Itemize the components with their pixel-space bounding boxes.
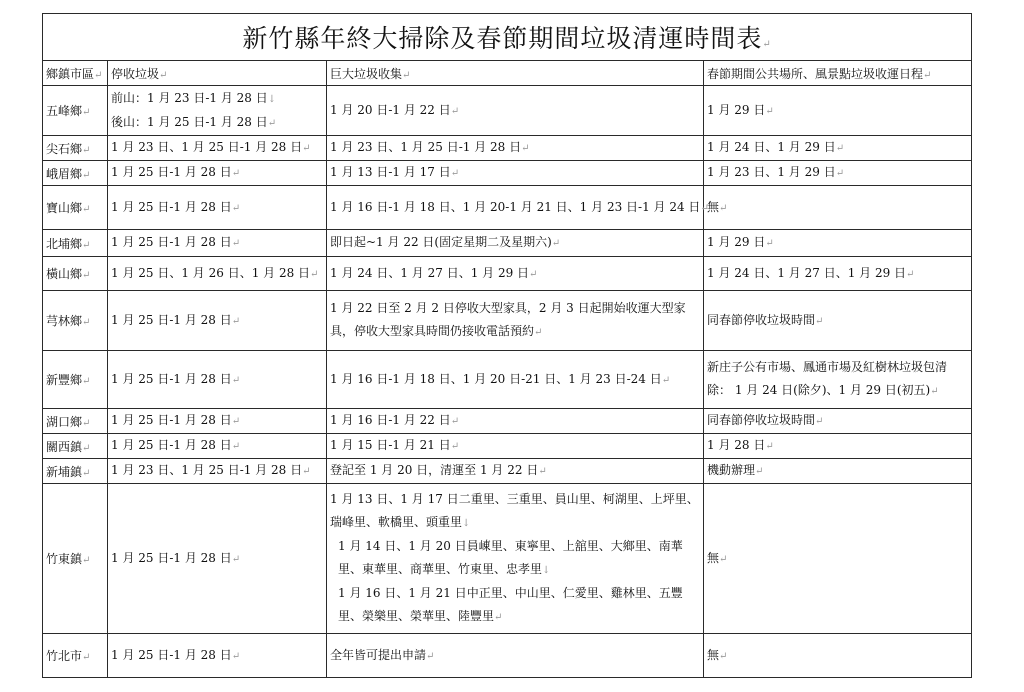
stop-collection-cell	[108, 484, 327, 634]
bulky-collection-cell	[327, 634, 704, 678]
cell-line	[330, 262, 700, 286]
paragraph-mark: ↵	[82, 144, 91, 156]
bulky-collection-cell	[327, 136, 704, 161]
spring-schedule-cell	[704, 136, 972, 161]
cell-line	[330, 297, 700, 344]
cell-text: 1 月 25 日-1 月 28 日	[111, 312, 232, 327]
cell-text: 1 月 16 日、1 月 21 日中正里、中山里、仁愛里、雞林里、五豐里、榮樂里、榮華里、陸豐里	[338, 586, 683, 623]
title-row	[43, 14, 972, 61]
paragraph-mark: ↵	[835, 168, 845, 179]
table-row	[43, 161, 972, 186]
township-cell	[43, 136, 108, 161]
cell-line	[330, 582, 700, 629]
cell-text: 同春節停收垃圾時間	[707, 312, 816, 327]
paragraph-mark: ↵	[835, 143, 845, 154]
cell-text: 1 月 25 日-1 月 28 日	[111, 550, 232, 565]
stop-collection-cell	[108, 136, 327, 161]
cell-text: 1 月 25 日、1 月 26 日、1 月 28 日	[111, 265, 311, 280]
cell-text: 1 月 16 日-1 月 22 日	[330, 413, 451, 427]
table-row	[43, 86, 972, 136]
table-row	[43, 136, 972, 161]
cell-line	[330, 535, 700, 582]
schedule-table	[42, 13, 972, 678]
paragraph-mark: ↵	[765, 441, 774, 452]
township-cell	[43, 291, 108, 351]
cell-line	[111, 87, 323, 111]
cell-text: 1 月 24 日、1 月 27 日、1 月 29 日	[707, 265, 907, 280]
cell-line	[707, 434, 968, 458]
township-cell	[43, 434, 108, 459]
cell-text: 1 月 24 日、1 月 27 日、1 月 29 日	[330, 265, 530, 280]
spring-schedule-cell	[704, 186, 972, 230]
paragraph-mark: ↵	[231, 416, 241, 427]
paragraph-mark: ↵	[494, 612, 503, 623]
paragraph-mark: ↵	[231, 202, 241, 214]
cell-line	[330, 231, 700, 255]
cell-line	[330, 409, 700, 433]
cell-text: 1 月 25 日-1 月 28 日	[111, 438, 232, 452]
stop-collection-cell	[108, 459, 327, 484]
spring-schedule-cell	[704, 257, 972, 291]
stop-collection-cell	[108, 291, 327, 351]
paragraph-mark: ↵	[534, 327, 543, 338]
cell-line	[330, 368, 700, 392]
paragraph-mark: ↵	[719, 202, 728, 214]
township-name: 北埔鄉	[46, 236, 83, 251]
table-row	[43, 291, 972, 351]
paragraph-mark: ↵	[529, 268, 538, 280]
stop-collection-cell	[108, 409, 327, 434]
cell-line	[707, 547, 968, 571]
cell-line	[330, 196, 709, 220]
cell-line	[330, 459, 700, 483]
paragraph-mark: ↵	[521, 143, 530, 154]
cell-text: 1 月 28 日	[707, 438, 766, 452]
cell-text: 1 月 13 日-1 月 17 日	[330, 165, 451, 179]
cell-line	[330, 136, 700, 160]
paragraph-mark: ↵	[538, 466, 547, 477]
cell-line	[330, 488, 700, 535]
township-cell	[43, 351, 108, 409]
paragraph-mark: ↵	[231, 441, 241, 452]
paragraph-mark: ↵	[930, 386, 939, 397]
paragraph-mark: ↵	[82, 270, 91, 281]
paragraph-mark: ↵	[267, 117, 277, 129]
cell-text: 1 月 25 日-1 月 28 日	[111, 371, 232, 386]
cell-line	[707, 99, 968, 123]
township-cell	[43, 86, 108, 136]
township-name: 新埔鎮	[46, 464, 83, 479]
bulky-collection-cell	[327, 291, 704, 351]
paragraph-mark: ↵	[450, 168, 460, 179]
cell-text: 1 月 23 日、1 月 25 日-1 月 28 日	[111, 140, 303, 154]
cell-line	[111, 231, 323, 255]
paragraph-mark: ↵	[82, 376, 91, 387]
bulky-collection-cell	[327, 186, 709, 230]
township-cell	[43, 409, 108, 434]
cell-line	[330, 99, 700, 123]
cell-line	[707, 161, 968, 185]
cell-text: 1 月 23 日、1 月 25 日-1 月 28 日	[111, 463, 303, 477]
header-bulky-collection: 巨大垃圾收集↵	[327, 61, 704, 86]
bulky-collection-cell	[327, 434, 704, 459]
cell-text: 機動辦理	[707, 463, 756, 477]
cell-text: 1 月 25 日-1 月 28 日	[111, 413, 232, 427]
township-name: 芎林鄉	[46, 314, 83, 328]
cell-line	[111, 309, 323, 333]
paragraph-mark: ↵	[82, 442, 91, 454]
paragraph-mark: ↵	[815, 416, 824, 427]
spring-schedule-cell	[704, 409, 972, 434]
stop-collection-cell	[108, 230, 327, 257]
cell-line	[707, 409, 968, 433]
cell-line	[111, 196, 323, 220]
table-row	[43, 409, 972, 434]
stop-collection-cell	[108, 351, 327, 409]
cell-line	[111, 459, 323, 483]
table-row	[43, 257, 972, 291]
cell-text: 登記至 1 月 20 日，清運至 1 月 22 日	[330, 463, 539, 477]
township-cell	[43, 484, 108, 634]
stop-collection-cell	[108, 634, 327, 678]
header-spring-schedule: 春節期間公共場所、風景點垃圾收運日程↵	[704, 61, 972, 86]
cell-text: 1 月 23 日、1 月 29 日	[707, 165, 836, 179]
cell-text: 1 月 16 日-1 月 18 日、1 月 20 日-21 日、1 月 23 日-24 日	[330, 371, 662, 386]
township-cell	[43, 161, 108, 186]
cell-text: 1 月 29 日	[707, 235, 766, 249]
paragraph-mark: ↵	[82, 652, 91, 663]
paragraph-mark: ↵	[815, 315, 824, 327]
stop-collection-cell	[108, 161, 327, 186]
cell-text: 前山：1 月 23 日-1 月 28 日	[111, 90, 268, 105]
paragraph-mark: ↵	[906, 268, 915, 280]
cell-line	[707, 356, 968, 403]
cell-line	[111, 547, 323, 571]
spring-schedule-cell	[704, 484, 972, 634]
cell-text: 1 月 20 日-1 月 22 日	[330, 102, 451, 117]
stop-collection-cell	[108, 434, 327, 459]
paragraph-mark: ↵	[82, 467, 91, 479]
cell-text: 全年皆可提出申請	[330, 647, 427, 662]
cell-line	[111, 136, 323, 160]
cell-text: 無	[707, 199, 720, 214]
cell-line	[111, 434, 323, 458]
spring-schedule-cell	[704, 459, 972, 484]
township-name: 湖口鄉	[46, 414, 83, 429]
cell-line	[707, 309, 968, 333]
paragraph-mark: ↵	[231, 553, 241, 565]
cell-text: 後山：1 月 25 日-1 月 28 日	[111, 114, 268, 129]
bulky-collection-cell	[327, 351, 704, 409]
cell-line	[707, 196, 968, 220]
paragraph-mark: ↵	[82, 555, 91, 566]
township-name: 寶山鄉	[46, 201, 83, 215]
cell-line	[111, 161, 323, 185]
township-cell	[43, 186, 108, 230]
spring-schedule-cell	[704, 434, 972, 459]
spring-schedule-cell	[704, 634, 972, 678]
cell-text: 1 月 25 日-1 月 28 日	[111, 647, 232, 662]
paragraph-mark: ↵	[755, 466, 764, 477]
paragraph-mark: ↵	[82, 317, 91, 328]
township-cell	[43, 230, 108, 257]
cell-text: 1 月 29 日	[707, 102, 766, 117]
paragraph-mark: ↓	[462, 518, 471, 529]
township-name: 竹北市	[46, 649, 83, 663]
paragraph-mark: ↵	[551, 238, 561, 249]
township-name: 關西鎮	[46, 439, 83, 454]
header-stop-collection: 停收垃圾↵	[108, 61, 327, 86]
paragraph-mark: ↵	[719, 553, 728, 565]
paragraph-mark: ↵	[231, 650, 241, 662]
cell-text: 同春節停收垃圾時間	[707, 413, 816, 427]
township-cell	[43, 459, 108, 484]
header-row	[43, 61, 972, 86]
cell-line	[111, 409, 323, 433]
paragraph-mark: ↵	[719, 650, 728, 662]
township-name: 竹東鎮	[46, 552, 83, 566]
paragraph-mark: ↵	[231, 374, 241, 386]
table-row	[43, 484, 972, 634]
paragraph-mark: ↵	[700, 202, 709, 214]
cell-text: 1 月 15 日-1 月 21 日	[330, 438, 451, 452]
spring-schedule-cell	[704, 230, 972, 257]
table-row	[43, 230, 972, 257]
paragraph-mark: ↓	[267, 93, 277, 105]
bulky-collection-cell	[327, 409, 704, 434]
paragraph-mark: ↵	[231, 315, 241, 327]
spring-schedule-cell	[704, 291, 972, 351]
paragraph-mark: ↵	[765, 238, 774, 249]
paragraph-mark: ↵	[310, 268, 319, 280]
paragraph-mark: ↵	[302, 143, 311, 154]
paragraph-mark: ↵	[82, 107, 91, 118]
cell-text: 1 月 24 日、1 月 29 日	[707, 140, 836, 154]
cell-text: 1 月 16 日-1 月 18 日、1 月 20-1 月 21 日、1 月 23 日-1 月 24 日	[330, 199, 701, 214]
bulky-collection-cell	[327, 86, 704, 136]
spring-schedule-cell	[704, 161, 972, 186]
cell-text: 1 月 25 日-1 月 28 日	[111, 199, 232, 214]
cell-text: 新庄子公有市場、鳳通市場及紅樹林垃圾包清除： 1 月 24 日(除夕)、1 月 29 日(初五)	[707, 360, 948, 397]
cell-line	[111, 262, 323, 286]
header-township: 鄉鎮市區↵	[43, 61, 108, 86]
paragraph-mark: ↵	[82, 239, 91, 251]
bulky-collection-cell	[327, 459, 704, 484]
cell-line	[330, 644, 700, 668]
stop-collection-cell	[108, 86, 327, 136]
table-row	[43, 634, 972, 678]
cell-text: 1 月 25 日-1 月 28 日	[111, 165, 232, 179]
bulky-collection-cell	[327, 257, 704, 291]
cell-text: 1 月 13 日、1 月 17 日二重里、三重里、員山里、柯湖里、上坪里、瑞峰里、軟橋里、頭重里	[330, 492, 699, 529]
township-name: 五峰鄉	[46, 104, 83, 118]
cell-text: 無	[707, 550, 720, 565]
bulky-collection-cell	[327, 484, 704, 634]
cell-text: 1 月 25 日-1 月 28 日	[111, 235, 232, 249]
paragraph-mark: ↵	[231, 238, 241, 249]
cell-line	[707, 262, 968, 286]
paragraph-mark: ↵	[82, 417, 91, 429]
stop-collection-cell	[108, 186, 327, 230]
paragraph-mark: ↵	[82, 204, 91, 215]
paragraph-mark: ↓	[542, 565, 551, 576]
cell-line	[111, 368, 323, 392]
cell-text: 1 月 23 日、1 月 25 日-1 月 28 日	[330, 140, 522, 154]
paragraph-mark: ↵	[82, 169, 91, 181]
cell-line	[330, 434, 700, 458]
paragraph-mark: ↵	[231, 168, 241, 179]
table-row	[43, 434, 972, 459]
cell-text: 無	[707, 647, 720, 662]
paragraph-mark: ↵	[450, 105, 460, 117]
page-title: 新竹縣年終大掃除及春節期間垃圾清運時間表↵	[43, 14, 972, 61]
table-row	[43, 351, 972, 409]
cell-line	[707, 644, 968, 668]
bulky-collection-cell	[327, 230, 704, 257]
spring-schedule-cell	[704, 351, 972, 409]
cell-line	[330, 161, 700, 185]
township-name: 峨眉鄉	[46, 166, 83, 181]
bulky-collection-cell	[327, 161, 704, 186]
table-row	[43, 186, 972, 230]
spring-schedule-cell	[704, 86, 972, 136]
paragraph-mark: ↵	[450, 441, 460, 452]
cell-text: 1 月 22 日至 2 月 2 日停收大型家具，2 月 3 日起開始收運大型家具，停收大型家具時間仍接收電話預約	[330, 301, 686, 338]
township-cell	[43, 257, 108, 291]
paragraph-mark: ↵	[426, 650, 435, 662]
cell-text: 1 月 14 日、1 月 20 日員崠里、東寧里、上舘里、大鄉里、南華里、東華里、商華里、竹東里、忠孝里	[338, 539, 683, 576]
cell-line	[707, 231, 968, 255]
township-name: 橫山鄉	[46, 267, 83, 281]
stop-collection-cell	[108, 257, 327, 291]
cell-line	[707, 136, 968, 160]
cell-line	[707, 459, 968, 483]
township-name: 新豐鄉	[46, 373, 83, 387]
paragraph-mark: ↵	[765, 105, 774, 117]
paragraph-mark: ↵	[450, 416, 460, 427]
township-name: 尖石鄉	[46, 141, 83, 156]
cell-line	[111, 644, 323, 668]
township-cell	[43, 634, 108, 678]
cell-line	[111, 111, 323, 135]
paragraph-mark: ↵	[302, 466, 311, 477]
cell-text: 即日起~1 月 22 日(固定星期二及星期六)	[330, 235, 552, 249]
paragraph-mark: ↵	[661, 374, 671, 386]
table-row	[43, 459, 972, 484]
